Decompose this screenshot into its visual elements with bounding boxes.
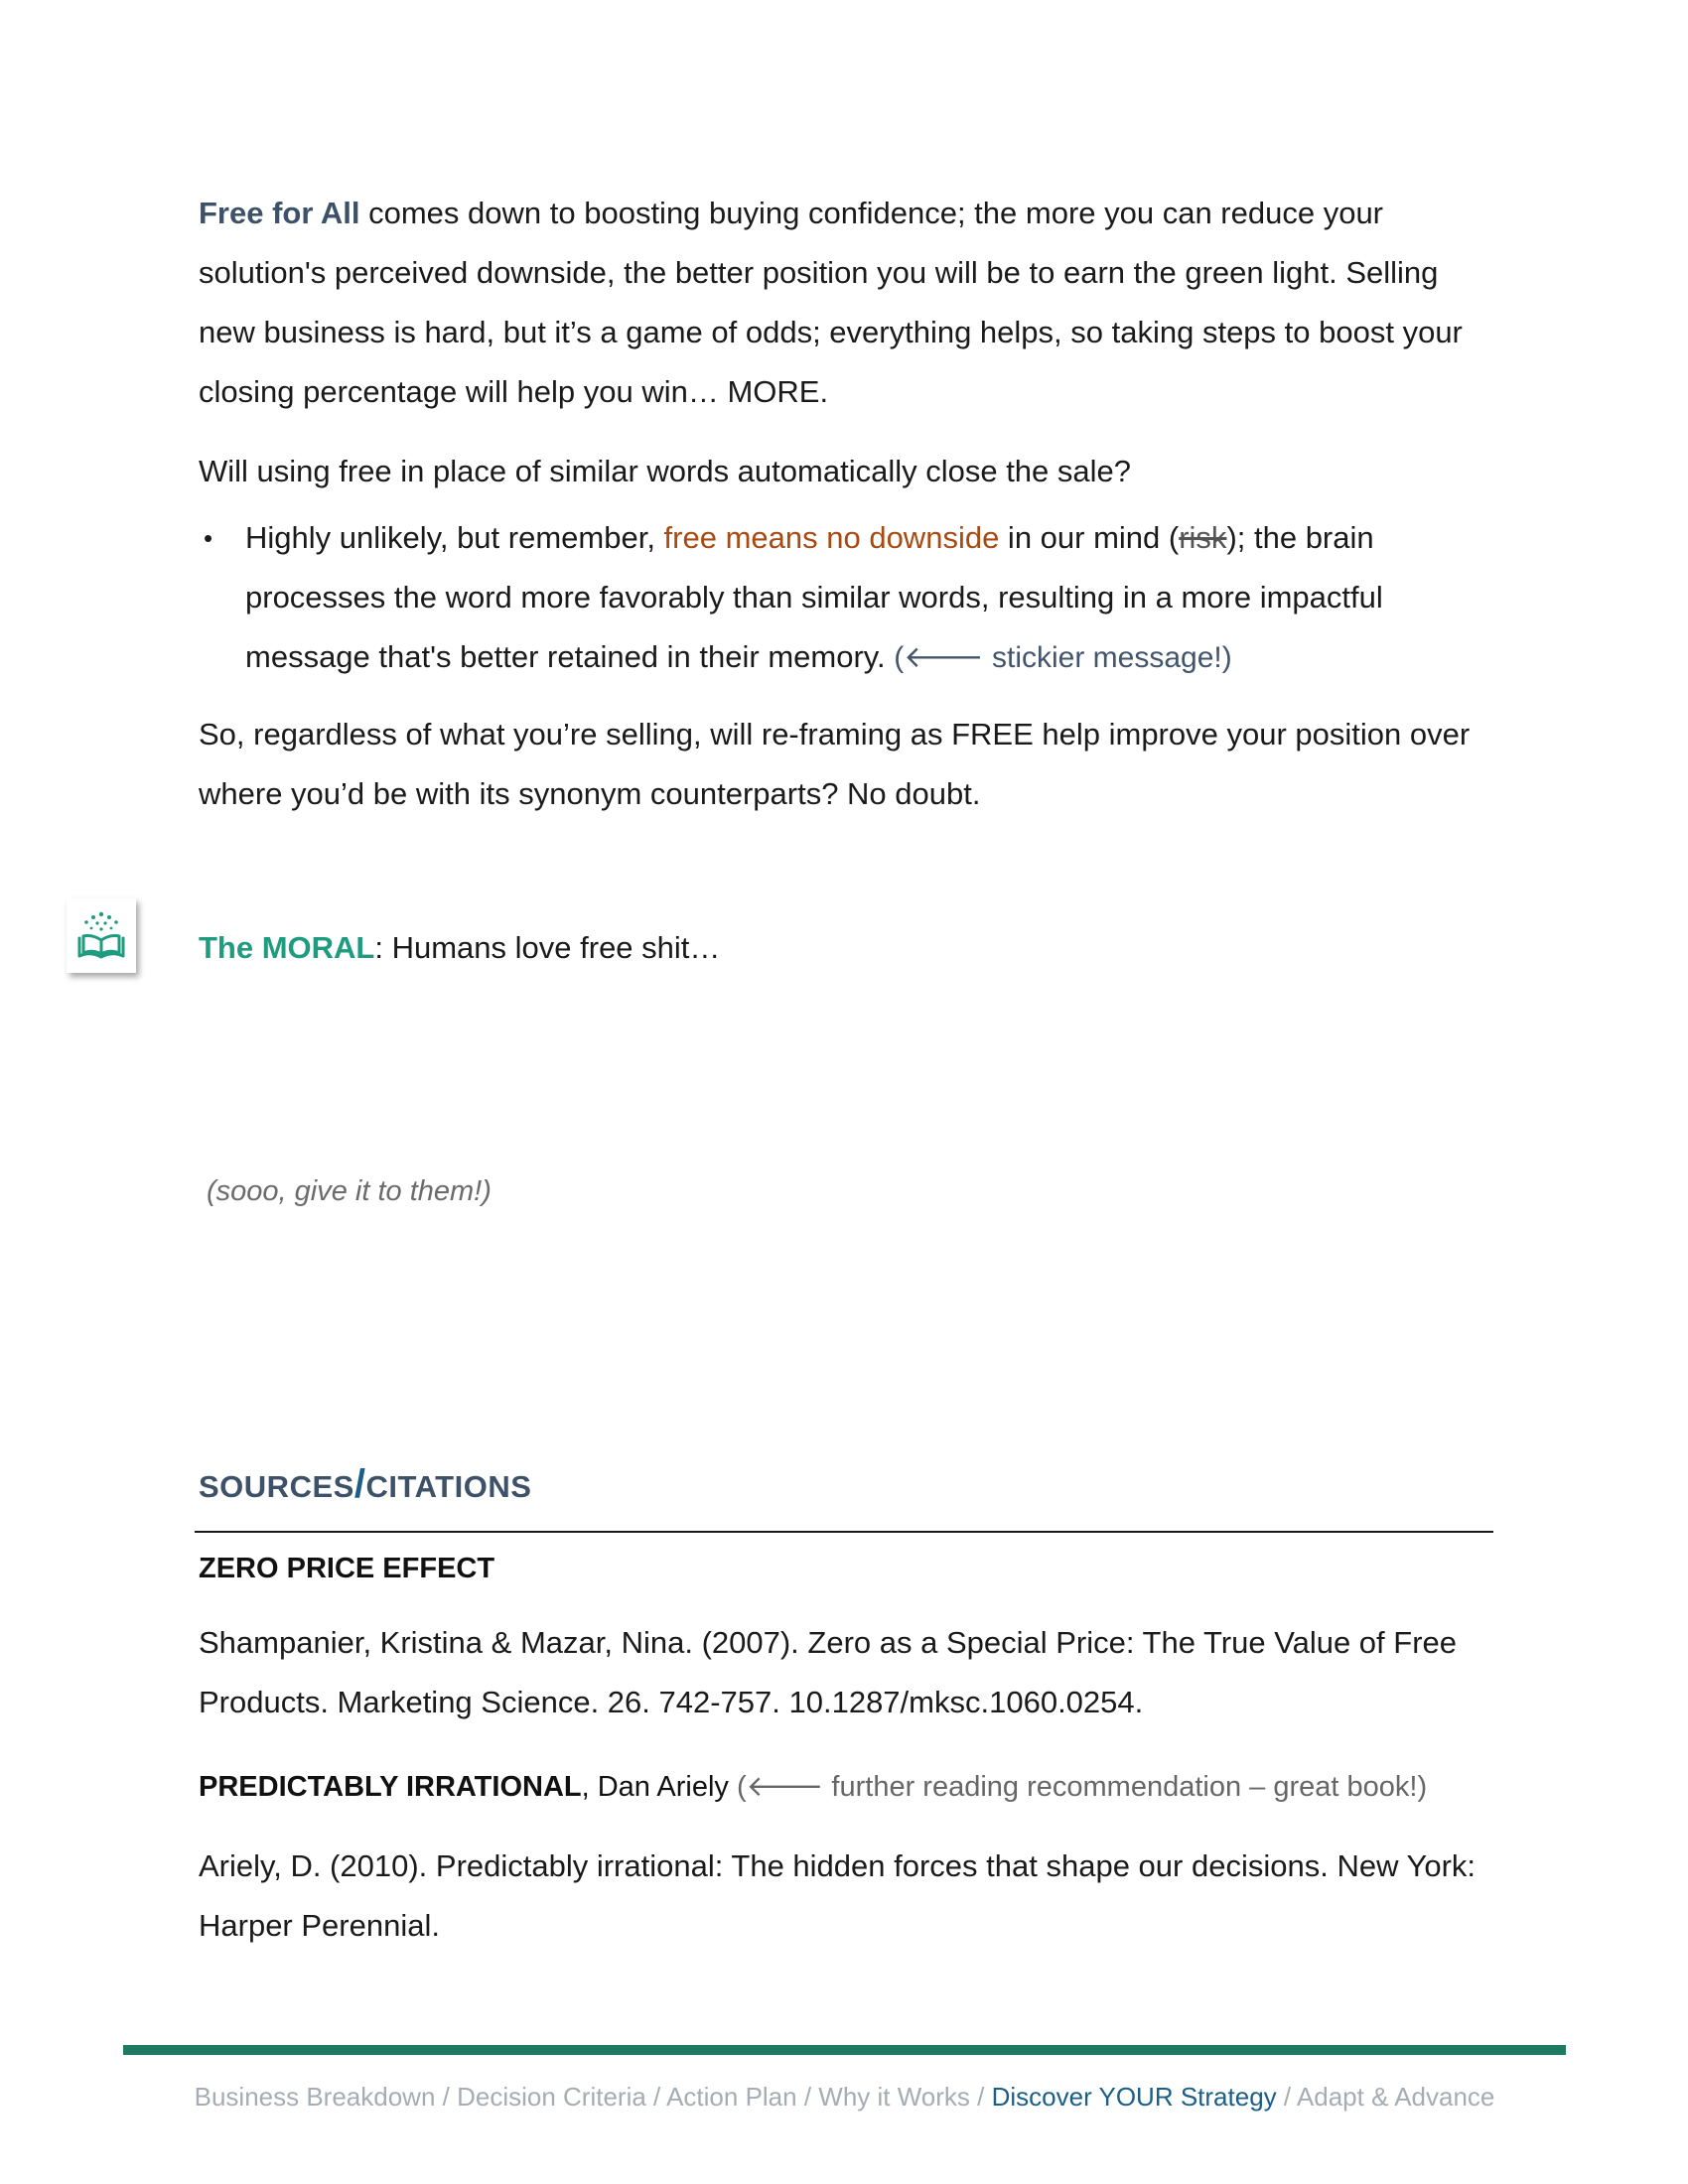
- footer-link[interactable]: Action Plan: [666, 2082, 797, 2112]
- citation-reference: Shampanier, Kristina & Mazar, Nina. (2007). Zero as a Special Price: The True Value of Free Products. Marketing Science. 26. 742-757. 10.1287/mksc.1060.0254.: [199, 1625, 1458, 1719]
- moral-statement: [199, 918, 720, 978]
- footer-separator: /: [796, 2082, 819, 2112]
- open-book-icon: [67, 898, 136, 973]
- section-divider: [195, 1531, 1493, 1533]
- bullet-item: [204, 508, 1457, 688]
- aside-note: (sooo, give it to them!): [207, 1175, 492, 1207]
- sources-heading-right: CITATIONS: [365, 1469, 532, 1504]
- sources-heading-slash: /: [353, 1462, 366, 1506]
- book-sparkle-svg: [73, 908, 129, 964]
- citation-reference: Ariely, D. (2010). Predictably irrational: The hidden forces that shape our decisions. New York: Harper Perennial.: [199, 1848, 1477, 1943]
- citation-author: , Dan Ariely: [581, 1771, 737, 1803]
- footer-separator: /: [645, 2082, 667, 2112]
- footer-bar: [123, 2045, 1566, 2055]
- conclusion-paragraph: So, regardless of what you’re selling, will re-framing as FREE help improve your position over where you’d be with its synonym counterparts? No doubt.: [199, 717, 1471, 811]
- moral-text: : Humans love free shit…: [374, 930, 721, 965]
- struck-word: risk: [1179, 520, 1227, 555]
- citation-note: (🡐 further reading recommendation – great book!): [736, 1771, 1428, 1803]
- citation-title-text: PREDICTABLY IRRATIONAL: [199, 1771, 582, 1803]
- footer-link[interactable]: Business Breakdown: [194, 2082, 436, 2112]
- footer-link[interactable]: Adapt & Advance: [1296, 2082, 1495, 2112]
- citation-title: [199, 1544, 494, 1593]
- bullet-text-3: ); the brain processes the word more favorably than similar words, resulting in a more impactful message that's better retained in their memory.: [245, 520, 1383, 674]
- footer-separator: /: [1276, 2082, 1297, 2112]
- intro-lead: Free for All: [199, 196, 360, 230]
- intro-paragraph: [199, 184, 1489, 422]
- sources-heading: [199, 1459, 531, 1512]
- footer-link-active[interactable]: Discover YOUR Strategy: [991, 2082, 1277, 2112]
- footer-link[interactable]: Decision Criteria: [457, 2082, 646, 2112]
- bullet-marker: •: [204, 523, 213, 553]
- sources-heading-left: SOURCES: [199, 1469, 354, 1504]
- bullet-note: (🡐 stickier message!): [894, 641, 1232, 674]
- footer-breadcrumb: [123, 2077, 1566, 2116]
- intro-text: comes down to boosting buying confidence; the more you can reduce your solution's perceived downside, the better position you will be to earn the green light. Selling new business is hard, but it’s a game of odds; everything helps, so taking steps to boost your closing percentage will help you win… MORE.: [199, 196, 1463, 409]
- bullet-highlight: free means no downside: [663, 520, 1000, 555]
- footer-separator: /: [435, 2082, 458, 2112]
- bullet-text-2: in our mind (: [999, 520, 1180, 555]
- footer-separator: /: [969, 2082, 992, 2112]
- moral-label: The MORAL: [199, 930, 375, 965]
- footer-link[interactable]: Why it Works: [818, 2082, 970, 2112]
- bullet-text-1: Highly unlikely, but remember,: [245, 520, 664, 555]
- citation-title-text: ZERO PRICE EFFECT: [199, 1553, 495, 1584]
- citation-title: [199, 1762, 1427, 1812]
- question-paragraph: Will using free in place of similar words automatically close the sale?: [199, 454, 1132, 488]
